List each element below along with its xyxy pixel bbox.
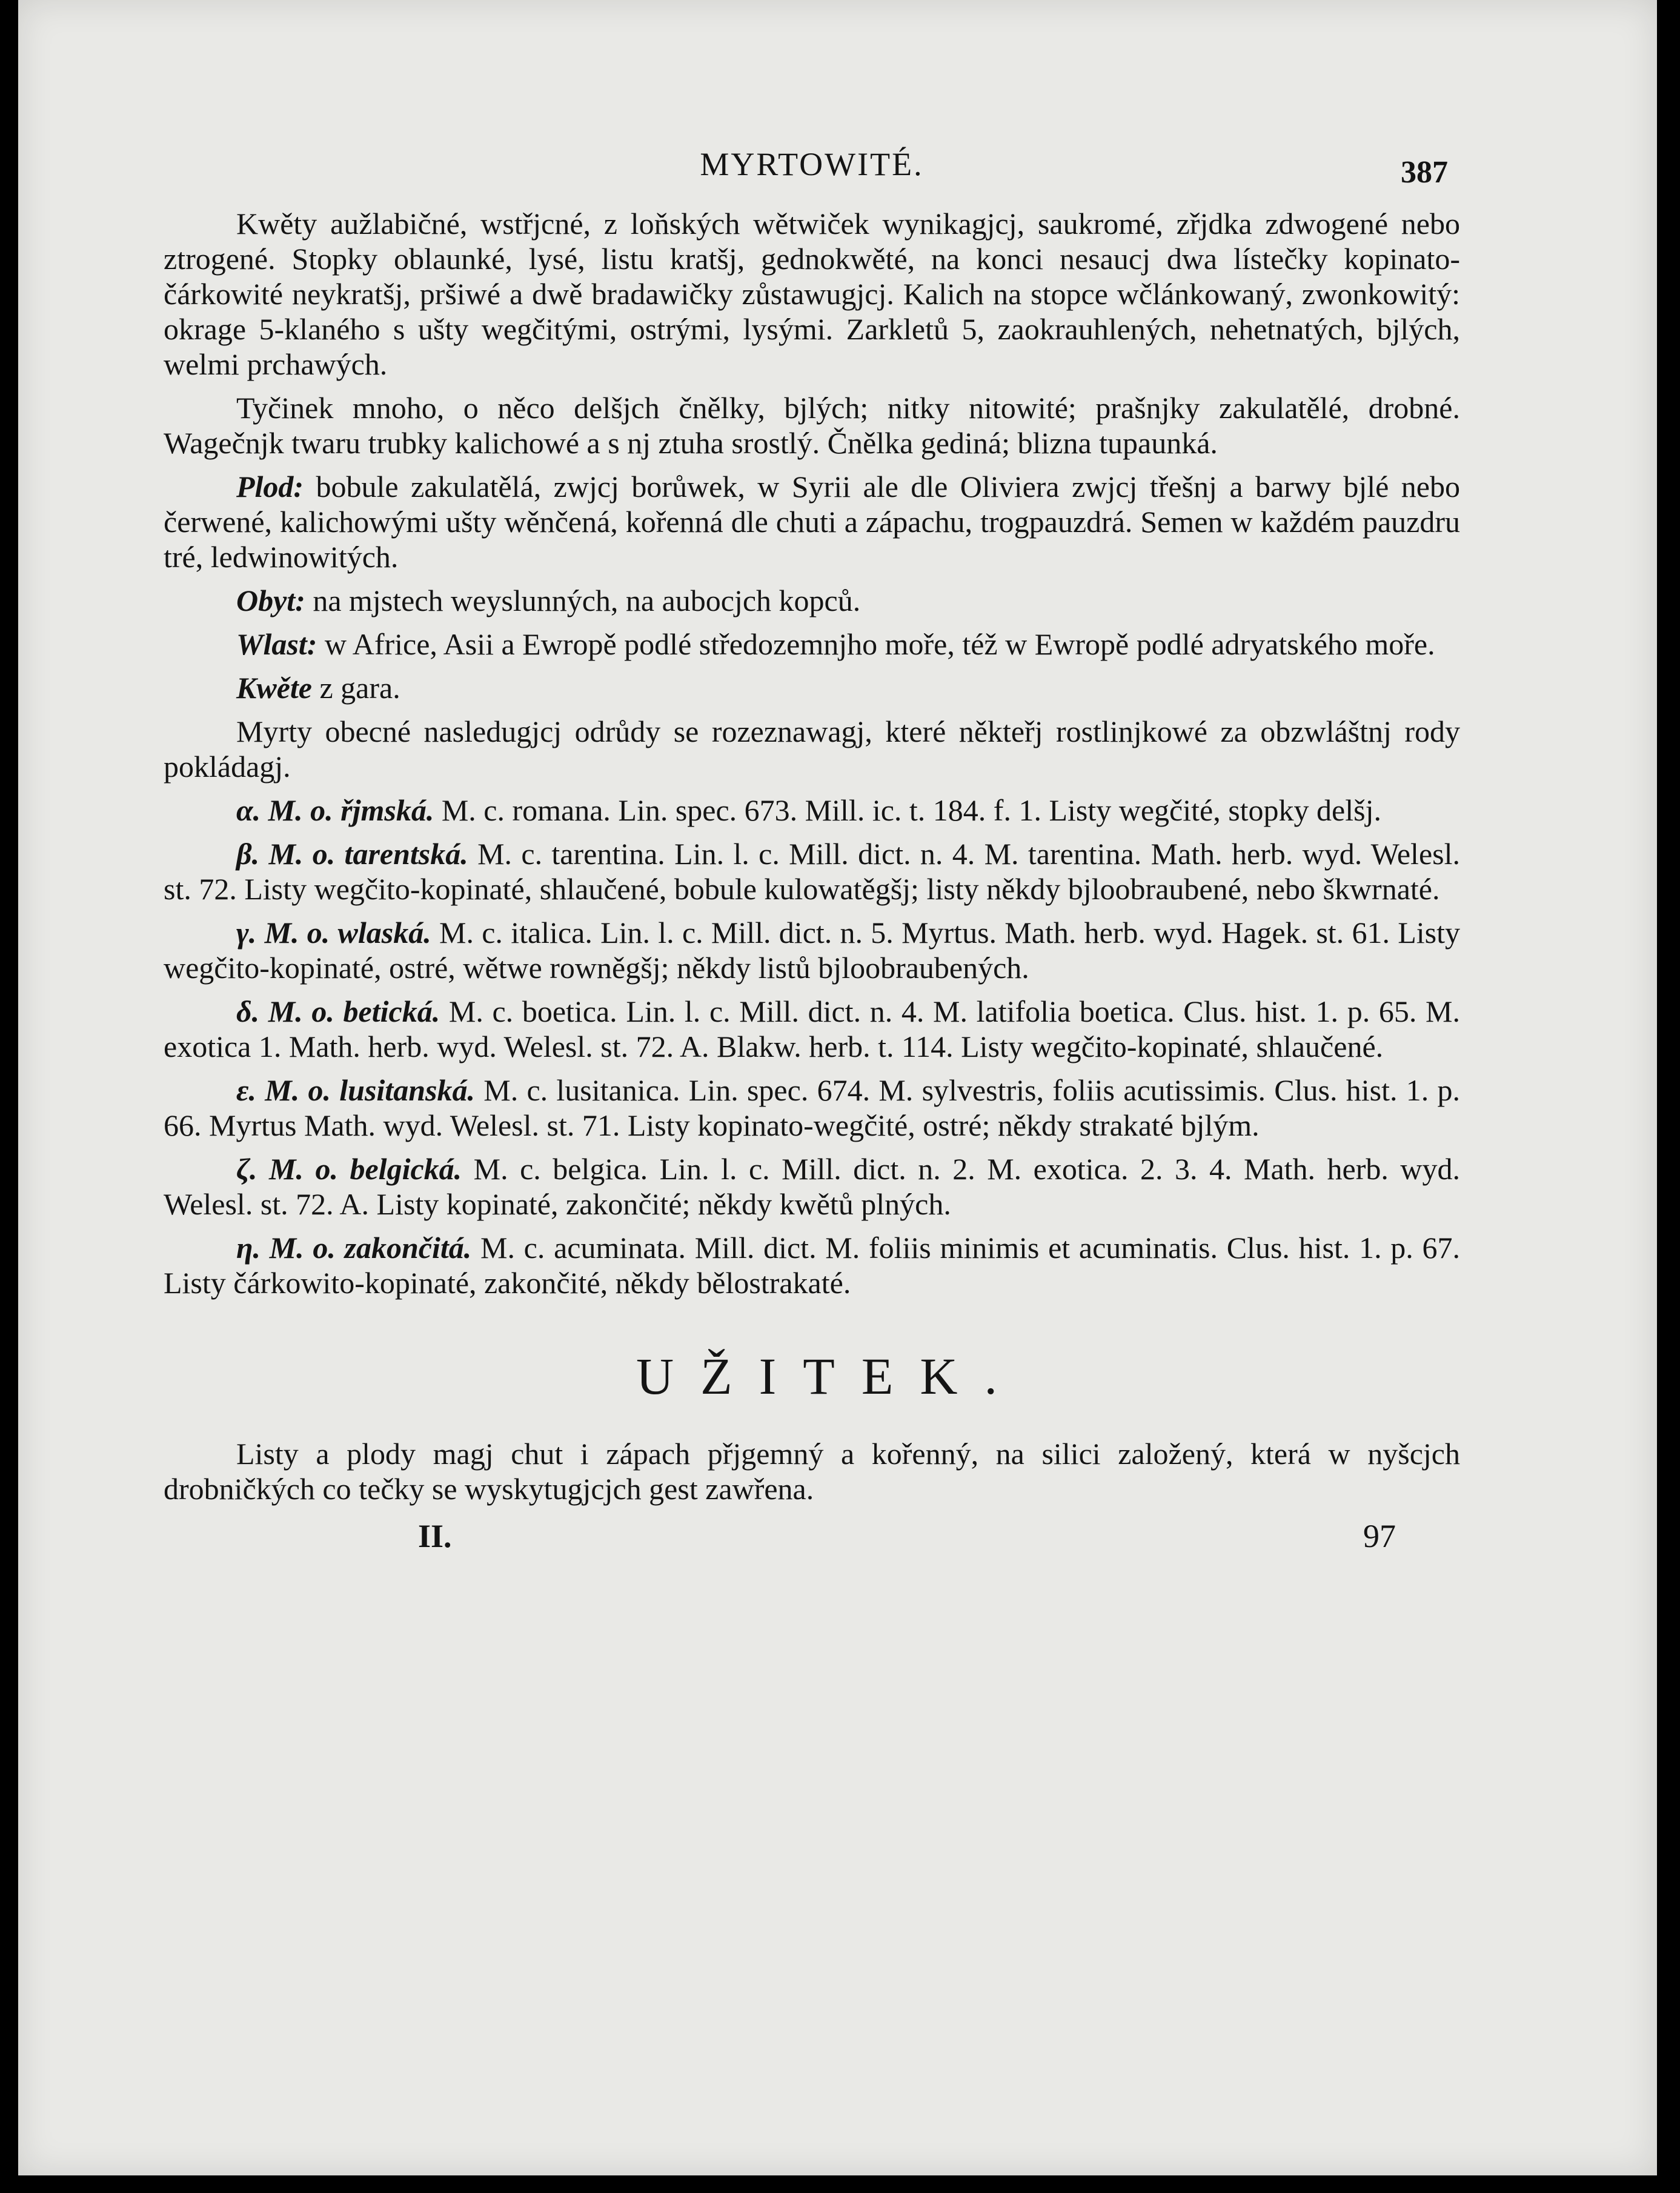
varieties-intro: Myrty obecné nasledugjcj odrůdy se rozeznawagj, které někteřj rostlinjkowé za obzwláštnj rody pokládagj. [164,714,1460,784]
field-label: Obyt: [236,584,305,617]
variety-entry [164,1073,1460,1143]
variety-name: δ. M. o. betická. [236,994,440,1028]
field-label: Kwěte [236,671,312,705]
section-heading: UŽITEK. [636,1347,1024,1405]
book-page [18,0,1657,2175]
variety-text: M. c. romana. Lin. spec. 673. Mill. ic. t. 184. f. 1. Listy wegčité, stopky delšj. [434,793,1381,827]
origin-paragraph [164,627,1460,662]
field-text: z gara. [311,671,400,705]
flowering-paragraph [164,670,1460,705]
variety-entry [164,915,1460,985]
variety-entry [164,793,1460,828]
variety-entry [164,1151,1460,1222]
variety-text: M. c. boetica. Lin. l. c. Mill. dict. n. 4. M. latifolia boetica. Clus. hist. 1. p. 65. M. exotica 1. Math. herb. wyd. Welesl. st. 72. A. Blakw. herb. t. 114. Listy wegčito-kopinaté, shlaučené. [164,994,1460,1063]
variety-name: β. M. o. tarentská. [236,837,468,871]
field-label: Plod: [236,470,304,504]
sheet-number: 97 [1363,1518,1396,1554]
running-head [164,133,1460,190]
variety-entry [164,994,1460,1064]
variety-entry [164,1230,1460,1300]
variety-text: M. c. italica. Lin. l. c. Mill. dict. n. 5. Myrtus. Math. herb. wyd. Hagek. st. 61. Listy wegčito-kopinaté, ostré, wětwe rowněgšj; někdy listů bjloobraubených. [164,916,1460,985]
usage-paragraph: Listy a plody magj chut i zápach přjgemný a kořenný, na silici založený, která w nyšcjch drobničkých co tečky se wyskytugjcjch gest zawřena. [164,1437,1460,1506]
printer-signature [164,1515,1460,1557]
variety-text: M. c. tarentina. Lin. l. c. Mill. dict. n. 4. M. tarentina. Math. herb. wyd. Welesl. st. 72. Listy wegčito-kopinaté, shlaučené, bobule kulowatěgšj; listy někdy bjloobraubené, nebo škwrnaté. [164,837,1460,906]
running-title: MYRTOWITÉ. [700,146,924,182]
variety-name: α. M. o. řjmská. [236,793,434,827]
description-paragraph: Tyčinek mnoho, o něco delšjch čnělky, bjlých; nitky nitowité; prašnjky zakulatělé, drobné. Wagečnjk twaru trubky kalichowé a s nj ztuha srostlý. Čnělka gediná; blizna tupaunká. [164,391,1460,460]
variety-name: γ. M. o. wlaská. [236,916,431,950]
habitat-paragraph [164,583,1460,618]
variety-name: ζ. M. o. belgická. [236,1152,462,1186]
variety-name: η. M. o. zakončitá. [236,1231,472,1265]
page-content [164,133,1460,1557]
field-text: w Africe, Asii a Ewropě podlé středozemnjho moře, též w Ewropě podlé adryatského moře. [317,627,1435,661]
page-number: 387 [1401,155,1448,190]
variety-text: M. c. belgica. Lin. l. c. Mill. dict. n. 2. M. exotica. 2. 3. 4. Math. herb. wyd. Welesl. st. 72. A. Listy kopinaté, zakončité; někdy kwětů plných. [164,1152,1460,1221]
volume-mark: II. [418,1518,452,1554]
field-text: bobule zakulatělá, zwjcj borůwek, w Syrii ale dle Oliviera zwjcj třešnj a barwy bjlé nebo čerwené, kalichowými ušty wěnčená, kořenná dle chuti a zápachu, trogpauzdrá. Semen w každém pauzdru tré, ledwinowitých. [164,470,1460,574]
variety-text: M. c. acuminata. Mill. dict. M. foliis minimis et acuminatis. Clus. hist. 1. p. 67. Listy čárkowito-kopinaté, zakončité, někdy bělostrakaté. [164,1231,1460,1300]
field-label: Wlast: [236,627,317,661]
variety-name: ε. M. o. lusitanská. [236,1073,475,1107]
field-text: na mjstech weyslunných, na aubocjch kopců. [305,584,861,617]
variety-text: M. c. lusitanica. Lin. spec. 674. M. sylvestris, foliis acutissimis. Clus. hist. 1. p. 66. Myrtus Math. wyd. Welesl. st. 71. Listy kopinato-wegčité, ostré; někdy strakaté bjlým. [164,1073,1460,1142]
variety-entry [164,836,1460,907]
fruit-paragraph [164,469,1460,574]
description-paragraph: Kwěty aužlabičné, wstřjcné, z loňských wětwiček wynikagjcj, saukromé, zřjdka zdwogené nebo ztrogené. Stopky oblaunké, lysé, listu kratšj, gednokwěté, na konci nesaucj dwa lístečky kopinato-čárkowité neykratšj, pršiwé a dwě bradawičky zůstawugjcj. Kalich na stopce wčlánkowaný, zwonkowitý: okrage 5-klaného s ušty wegčitými, ostrými, lysými. Zarkletů 5, zaokrauhlených, nehetnatých, bjlých, welmi prchawých. [164,207,1460,381]
